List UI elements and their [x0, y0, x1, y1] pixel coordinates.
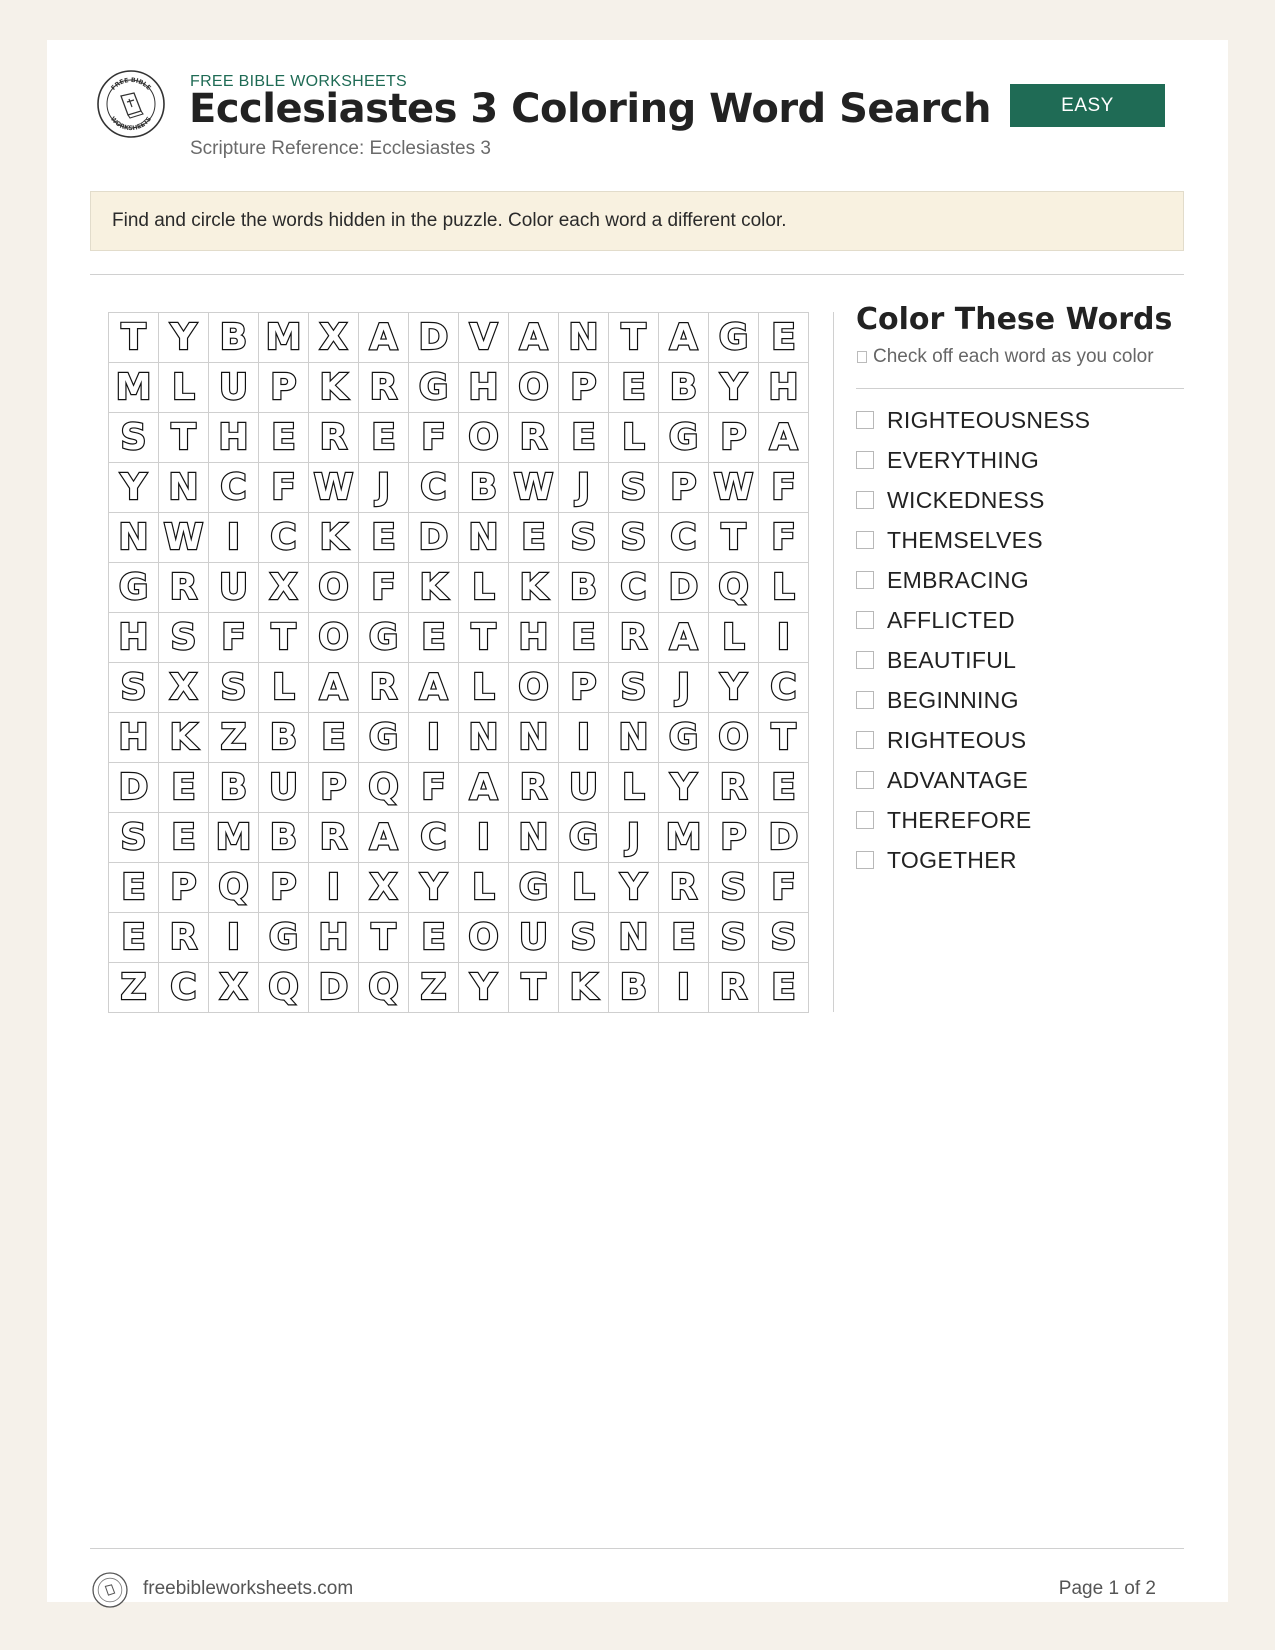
grid-cell[interactable]: K	[559, 963, 609, 1013]
grid-cell[interactable]: C	[159, 963, 209, 1013]
grid-cell[interactable]: T	[509, 963, 559, 1013]
grid-cell[interactable]: E	[559, 413, 609, 463]
grid-cell[interactable]: E	[759, 313, 809, 363]
grid-cell[interactable]: I	[559, 713, 609, 763]
grid-cell[interactable]: E	[359, 513, 409, 563]
grid-cell[interactable]: B	[259, 713, 309, 763]
grid-cell[interactable]: L	[159, 363, 209, 413]
grid-cell[interactable]: J	[559, 463, 609, 513]
grid-cell[interactable]: C	[259, 513, 309, 563]
grid-cell[interactable]: D	[309, 963, 359, 1013]
grid-cell[interactable]: F	[759, 513, 809, 563]
hint-checkbox-icon	[857, 351, 867, 363]
scripture-reference: Scripture Reference: Ecclesiastes 3	[190, 138, 491, 159]
grid-cell[interactable]: N	[609, 713, 659, 763]
grid-cell[interactable]: H	[509, 613, 559, 663]
grid-cell[interactable]: N	[609, 913, 659, 963]
instructions-box	[90, 191, 1184, 251]
word-label: THEREFORE	[887, 806, 1032, 833]
grid-cell[interactable]: U	[509, 913, 559, 963]
grid-cell[interactable]: E	[159, 763, 209, 813]
grid-cell[interactable]: L	[459, 863, 509, 913]
grid-cell[interactable]: C	[609, 563, 659, 613]
grid-cell[interactable]: L	[259, 663, 309, 713]
word-list-item	[856, 600, 1090, 640]
grid-cell[interactable]: H	[759, 363, 809, 413]
grid-cell[interactable]: L	[459, 663, 509, 713]
grid-cell[interactable]: M	[109, 363, 159, 413]
grid-cell[interactable]: B	[659, 363, 709, 413]
grid-cell[interactable]: G	[659, 413, 709, 463]
grid-cell[interactable]: S	[709, 863, 759, 913]
grid-cell[interactable]: W	[309, 463, 359, 513]
grid-cell[interactable]: P	[709, 413, 759, 463]
grid-cell[interactable]: C	[659, 513, 709, 563]
grid-cell[interactable]: L	[609, 763, 659, 813]
grid-cell[interactable]: E	[509, 513, 559, 563]
grid-cell[interactable]: B	[609, 963, 659, 1013]
grid-cell[interactable]: Y	[109, 463, 159, 513]
worksheet-page	[47, 40, 1228, 1602]
grid-cell[interactable]: G	[359, 713, 409, 763]
grid-cell[interactable]: P	[559, 363, 609, 413]
grid-cell[interactable]: R	[359, 663, 409, 713]
grid-cell[interactable]: P	[159, 863, 209, 913]
word-label: RIGHTEOUS	[887, 726, 1027, 753]
grid-cell[interactable]: E	[259, 413, 309, 463]
grid-cell[interactable]: H	[109, 613, 159, 663]
word-checkbox[interactable]	[856, 851, 874, 869]
footer-logo	[92, 1572, 128, 1608]
grid-cell[interactable]: E	[309, 713, 359, 763]
instructions-text: Find and circle the words hidden in the puzzle. Color each word a different color.	[112, 210, 787, 231]
grid-cell[interactable]: S	[109, 413, 159, 463]
logo-text-bottom: WORKSHEETS	[108, 115, 154, 133]
bible-worksheets-logo	[96, 69, 166, 139]
grid-cell[interactable]: R	[509, 413, 559, 463]
grid-cell[interactable]: G	[509, 863, 559, 913]
grid-cell[interactable]: S	[109, 663, 159, 713]
word-list-item	[856, 680, 1090, 720]
grid-cell[interactable]: S	[559, 513, 609, 563]
grid-cell[interactable]: A	[659, 313, 709, 363]
word-checkbox[interactable]	[856, 611, 874, 629]
grid-cell[interactable]: W	[159, 513, 209, 563]
word-label: ADVANTAGE	[887, 766, 1029, 793]
grid-cell[interactable]: I	[659, 963, 709, 1013]
grid-cell[interactable]: F	[259, 463, 309, 513]
grid-cell[interactable]: D	[409, 513, 459, 563]
grid-cell[interactable]: U	[209, 563, 259, 613]
grid-cell[interactable]: I	[209, 513, 259, 563]
grid-cell[interactable]: G	[359, 613, 409, 663]
grid-cell[interactable]: T	[259, 613, 309, 663]
word-label: TOGETHER	[887, 846, 1017, 873]
grid-cell[interactable]: D	[759, 813, 809, 863]
grid-cell[interactable]: G	[559, 813, 609, 863]
word-search-grid	[108, 312, 809, 1013]
grid-cell[interactable]: S	[109, 813, 159, 863]
word-label: EVERYTHING	[887, 446, 1040, 473]
grid-cell[interactable]: F	[409, 413, 459, 463]
grid-cell[interactable]: S	[609, 463, 659, 513]
grid-cell[interactable]: Y	[459, 963, 509, 1013]
grid-cell[interactable]: G	[659, 713, 709, 763]
grid-cell[interactable]: L	[759, 563, 809, 613]
grid-cell[interactable]: E	[359, 413, 409, 463]
grid-cell[interactable]: J	[609, 813, 659, 863]
grid-cell[interactable]: Z	[409, 963, 459, 1013]
grid-cell[interactable]: P	[259, 363, 309, 413]
grid-cell[interactable]: B	[209, 763, 259, 813]
word-checkbox[interactable]	[856, 451, 874, 469]
grid-cell[interactable]: C	[759, 663, 809, 713]
grid-cell[interactable]: A	[759, 413, 809, 463]
grid-cell[interactable]: C	[209, 463, 259, 513]
grid-cell[interactable]: H	[309, 913, 359, 963]
grid-cell[interactable]: A	[409, 663, 459, 713]
grid-cell[interactable]: J	[359, 463, 409, 513]
grid-cell[interactable]: R	[159, 913, 209, 963]
grid-cell[interactable]: L	[709, 613, 759, 663]
grid-cell[interactable]: X	[309, 313, 359, 363]
grid-cell[interactable]: L	[609, 413, 659, 463]
grid-cell[interactable]: L	[459, 563, 509, 613]
grid-cell[interactable]: P	[709, 813, 759, 863]
grid-cell[interactable]: E	[409, 913, 459, 963]
word-list-item	[856, 480, 1090, 520]
header-divider	[90, 274, 1184, 275]
word-checkbox[interactable]	[856, 691, 874, 709]
grid-cell[interactable]: Q	[359, 963, 409, 1013]
grid-cell[interactable]: Y	[409, 863, 459, 913]
grid-cell[interactable]: G	[709, 313, 759, 363]
word-list-item	[856, 440, 1090, 480]
grid-cell[interactable]: E	[659, 913, 709, 963]
grid-cell[interactable]: T	[609, 313, 659, 363]
grid-cell[interactable]: G	[409, 363, 459, 413]
grid-cell[interactable]: V	[459, 313, 509, 363]
grid-cell[interactable]: H	[209, 413, 259, 463]
grid-cell[interactable]: Q	[259, 963, 309, 1013]
grid-cell[interactable]: X	[259, 563, 309, 613]
grid-cell[interactable]: Y	[709, 663, 759, 713]
word-checkbox[interactable]	[856, 811, 874, 829]
grid-cell[interactable]: O	[459, 913, 509, 963]
grid-cell[interactable]: U	[559, 763, 609, 813]
grid-cell[interactable]: Y	[609, 863, 659, 913]
grid-cell[interactable]: E	[559, 613, 609, 663]
word-list-hint-text: Check off each word as you color	[873, 346, 1154, 367]
grid-cell[interactable]: E	[609, 363, 659, 413]
grid-cell[interactable]: Y	[159, 313, 209, 363]
grid-cell[interactable]: I	[209, 913, 259, 963]
grid-cell[interactable]: E	[759, 763, 809, 813]
word-checkbox[interactable]	[856, 731, 874, 749]
grid-cell[interactable]: K	[409, 563, 459, 613]
grid-cell[interactable]: R	[359, 363, 409, 413]
grid-cell[interactable]: R	[659, 863, 709, 913]
grid-cell[interactable]: S	[759, 913, 809, 963]
grid-cell[interactable]: A	[509, 313, 559, 363]
grid-cell[interactable]: R	[609, 613, 659, 663]
grid-cell[interactable]: K	[509, 563, 559, 613]
word-list-heading: Color These Words	[856, 302, 1173, 337]
grid-cell[interactable]: F	[759, 463, 809, 513]
grid-cell[interactable]: O	[509, 363, 559, 413]
grid-cell[interactable]: Q	[359, 763, 409, 813]
grid-cell[interactable]: S	[159, 613, 209, 663]
grid-cell[interactable]: F	[359, 563, 409, 613]
grid-cell[interactable]: T	[759, 713, 809, 763]
word-checkbox[interactable]	[856, 491, 874, 509]
grid-cell[interactable]: F	[409, 763, 459, 813]
grid-cell[interactable]: F	[209, 613, 259, 663]
footer-divider	[90, 1548, 1184, 1549]
grid-cell[interactable]: Y	[709, 363, 759, 413]
grid-cell[interactable]: S	[559, 913, 609, 963]
grid-cell[interactable]: I	[459, 813, 509, 863]
word-list-item	[856, 520, 1090, 560]
word-label: BEGINNING	[887, 686, 1019, 713]
grid-cell[interactable]: G	[259, 913, 309, 963]
grid-cell[interactable]: R	[309, 813, 359, 863]
grid-cell[interactable]: G	[109, 563, 159, 613]
page-number: Page 1 of 2	[1058, 1578, 1156, 1599]
grid-cell[interactable]: T	[159, 413, 209, 463]
word-checkbox[interactable]	[856, 771, 874, 789]
grid-cell[interactable]: O	[309, 613, 359, 663]
word-checkbox[interactable]	[856, 411, 874, 429]
grid-cell[interactable]: M	[659, 813, 709, 863]
grid-cell[interactable]: M	[209, 813, 259, 863]
grid-cell[interactable]: A	[659, 613, 709, 663]
grid-cell[interactable]: I	[409, 713, 459, 763]
footer-website: freebibleworksheets.com	[143, 1578, 354, 1599]
grid-cell[interactable]: T	[109, 313, 159, 363]
grid-cell[interactable]: Q	[209, 863, 259, 913]
grid-cell[interactable]: O	[509, 663, 559, 713]
grid-cell[interactable]: N	[459, 713, 509, 763]
page-title: Ecclesiastes 3 Coloring Word Search	[189, 86, 991, 132]
grid-cell[interactable]: A	[459, 763, 509, 813]
grid-cell[interactable]: S	[209, 663, 259, 713]
grid-cell[interactable]: P	[259, 863, 309, 913]
grid-cell[interactable]: S	[609, 663, 659, 713]
grid-cell[interactable]: B	[259, 813, 309, 863]
grid-cell[interactable]: S	[709, 913, 759, 963]
grid-cell[interactable]: W	[709, 463, 759, 513]
grid-cell[interactable]: U	[209, 363, 259, 413]
word-list-item	[856, 560, 1090, 600]
word-label: WICKEDNESS	[887, 486, 1045, 513]
grid-cell[interactable]: A	[359, 813, 409, 863]
grid-cell[interactable]: B	[459, 463, 509, 513]
grid-cell[interactable]: R	[709, 963, 759, 1013]
grid-cell[interactable]: X	[209, 963, 259, 1013]
grid-cell[interactable]: K	[159, 713, 209, 763]
word-list	[856, 400, 1090, 880]
grid-cell[interactable]: A	[309, 663, 359, 713]
word-checkbox[interactable]	[856, 571, 874, 589]
grid-cell[interactable]: E	[159, 813, 209, 863]
grid-cell[interactable]: M	[259, 313, 309, 363]
grid-cell[interactable]: I	[309, 863, 359, 913]
word-list-item	[856, 760, 1090, 800]
grid-cell[interactable]: T	[359, 913, 409, 963]
word-label: RIGHTEOUSNESS	[887, 406, 1091, 433]
grid-cell[interactable]: P	[559, 663, 609, 713]
grid-cell[interactable]: X	[359, 863, 409, 913]
grid-cell[interactable]: N	[159, 463, 209, 513]
grid-cell[interactable]: Q	[709, 563, 759, 613]
grid-cell[interactable]: T	[459, 613, 509, 663]
logo-text-top: FREE BIBLE	[110, 76, 152, 92]
grid-cell[interactable]: E	[409, 613, 459, 663]
grid-cell[interactable]: E	[109, 913, 159, 963]
grid-cell[interactable]: R	[709, 763, 759, 813]
column-divider	[833, 312, 834, 1012]
brand-name: FREE BIBLE WORKSHEETS	[190, 73, 408, 90]
grid-cell[interactable]: N	[509, 713, 559, 763]
word-checkbox[interactable]	[856, 531, 874, 549]
grid-cell[interactable]: Z	[109, 963, 159, 1013]
word-list-item	[856, 400, 1090, 440]
grid-cell[interactable]: R	[159, 563, 209, 613]
grid-cell[interactable]: N	[459, 513, 509, 563]
word-label: AFFLICTED	[887, 606, 1015, 633]
grid-cell[interactable]: N	[109, 513, 159, 563]
grid-cell[interactable]: E	[109, 863, 159, 913]
grid-cell[interactable]: N	[509, 813, 559, 863]
grid-cell[interactable]: U	[259, 763, 309, 813]
grid-cell[interactable]: N	[559, 313, 609, 363]
word-list-item	[856, 720, 1090, 760]
grid-cell[interactable]: F	[759, 863, 809, 913]
grid-cell[interactable]: D	[659, 563, 709, 613]
grid-cell[interactable]: C	[409, 463, 459, 513]
grid-cell[interactable]: Y	[659, 763, 709, 813]
word-list-divider	[856, 388, 1184, 389]
grid-cell[interactable]: P	[659, 463, 709, 513]
word-label: THEMSELVES	[887, 526, 1043, 553]
word-label: BEAUTIFUL	[887, 646, 1017, 673]
difficulty-badge: EASY	[1010, 84, 1165, 127]
grid-cell[interactable]: K	[309, 363, 359, 413]
grid-cell[interactable]: L	[559, 863, 609, 913]
grid-cell[interactable]: A	[359, 313, 409, 363]
grid-cell[interactable]: X	[159, 663, 209, 713]
grid-cell[interactable]: C	[409, 813, 459, 863]
grid-cell[interactable]: R	[309, 413, 359, 463]
grid-cell[interactable]: H	[109, 713, 159, 763]
grid-cell[interactable]: H	[459, 363, 509, 413]
grid-cell[interactable]: O	[459, 413, 509, 463]
grid-cell[interactable]: R	[509, 763, 559, 813]
grid-cell[interactable]: D	[109, 763, 159, 813]
word-list-item	[856, 640, 1090, 680]
grid-cell[interactable]: B	[209, 313, 259, 363]
grid-cell[interactable]: O	[709, 713, 759, 763]
grid-cell[interactable]: K	[309, 513, 359, 563]
word-list-item	[856, 800, 1090, 840]
grid-cell[interactable]: O	[309, 563, 359, 613]
grid-cell[interactable]: B	[559, 563, 609, 613]
grid-cell[interactable]: E	[759, 963, 809, 1013]
word-checkbox[interactable]	[856, 651, 874, 669]
grid-cell[interactable]: T	[709, 513, 759, 563]
grid-cell[interactable]: I	[759, 613, 809, 663]
grid-cell[interactable]: S	[609, 513, 659, 563]
grid-cell[interactable]: W	[509, 463, 559, 513]
word-label: EMBRACING	[887, 566, 1029, 593]
word-list-item	[856, 840, 1090, 880]
grid-cell[interactable]: D	[409, 313, 459, 363]
word-list-hint	[857, 346, 1154, 368]
grid-cell[interactable]: P	[309, 763, 359, 813]
grid-cell[interactable]: J	[659, 663, 709, 713]
grid-cell[interactable]: Z	[209, 713, 259, 763]
